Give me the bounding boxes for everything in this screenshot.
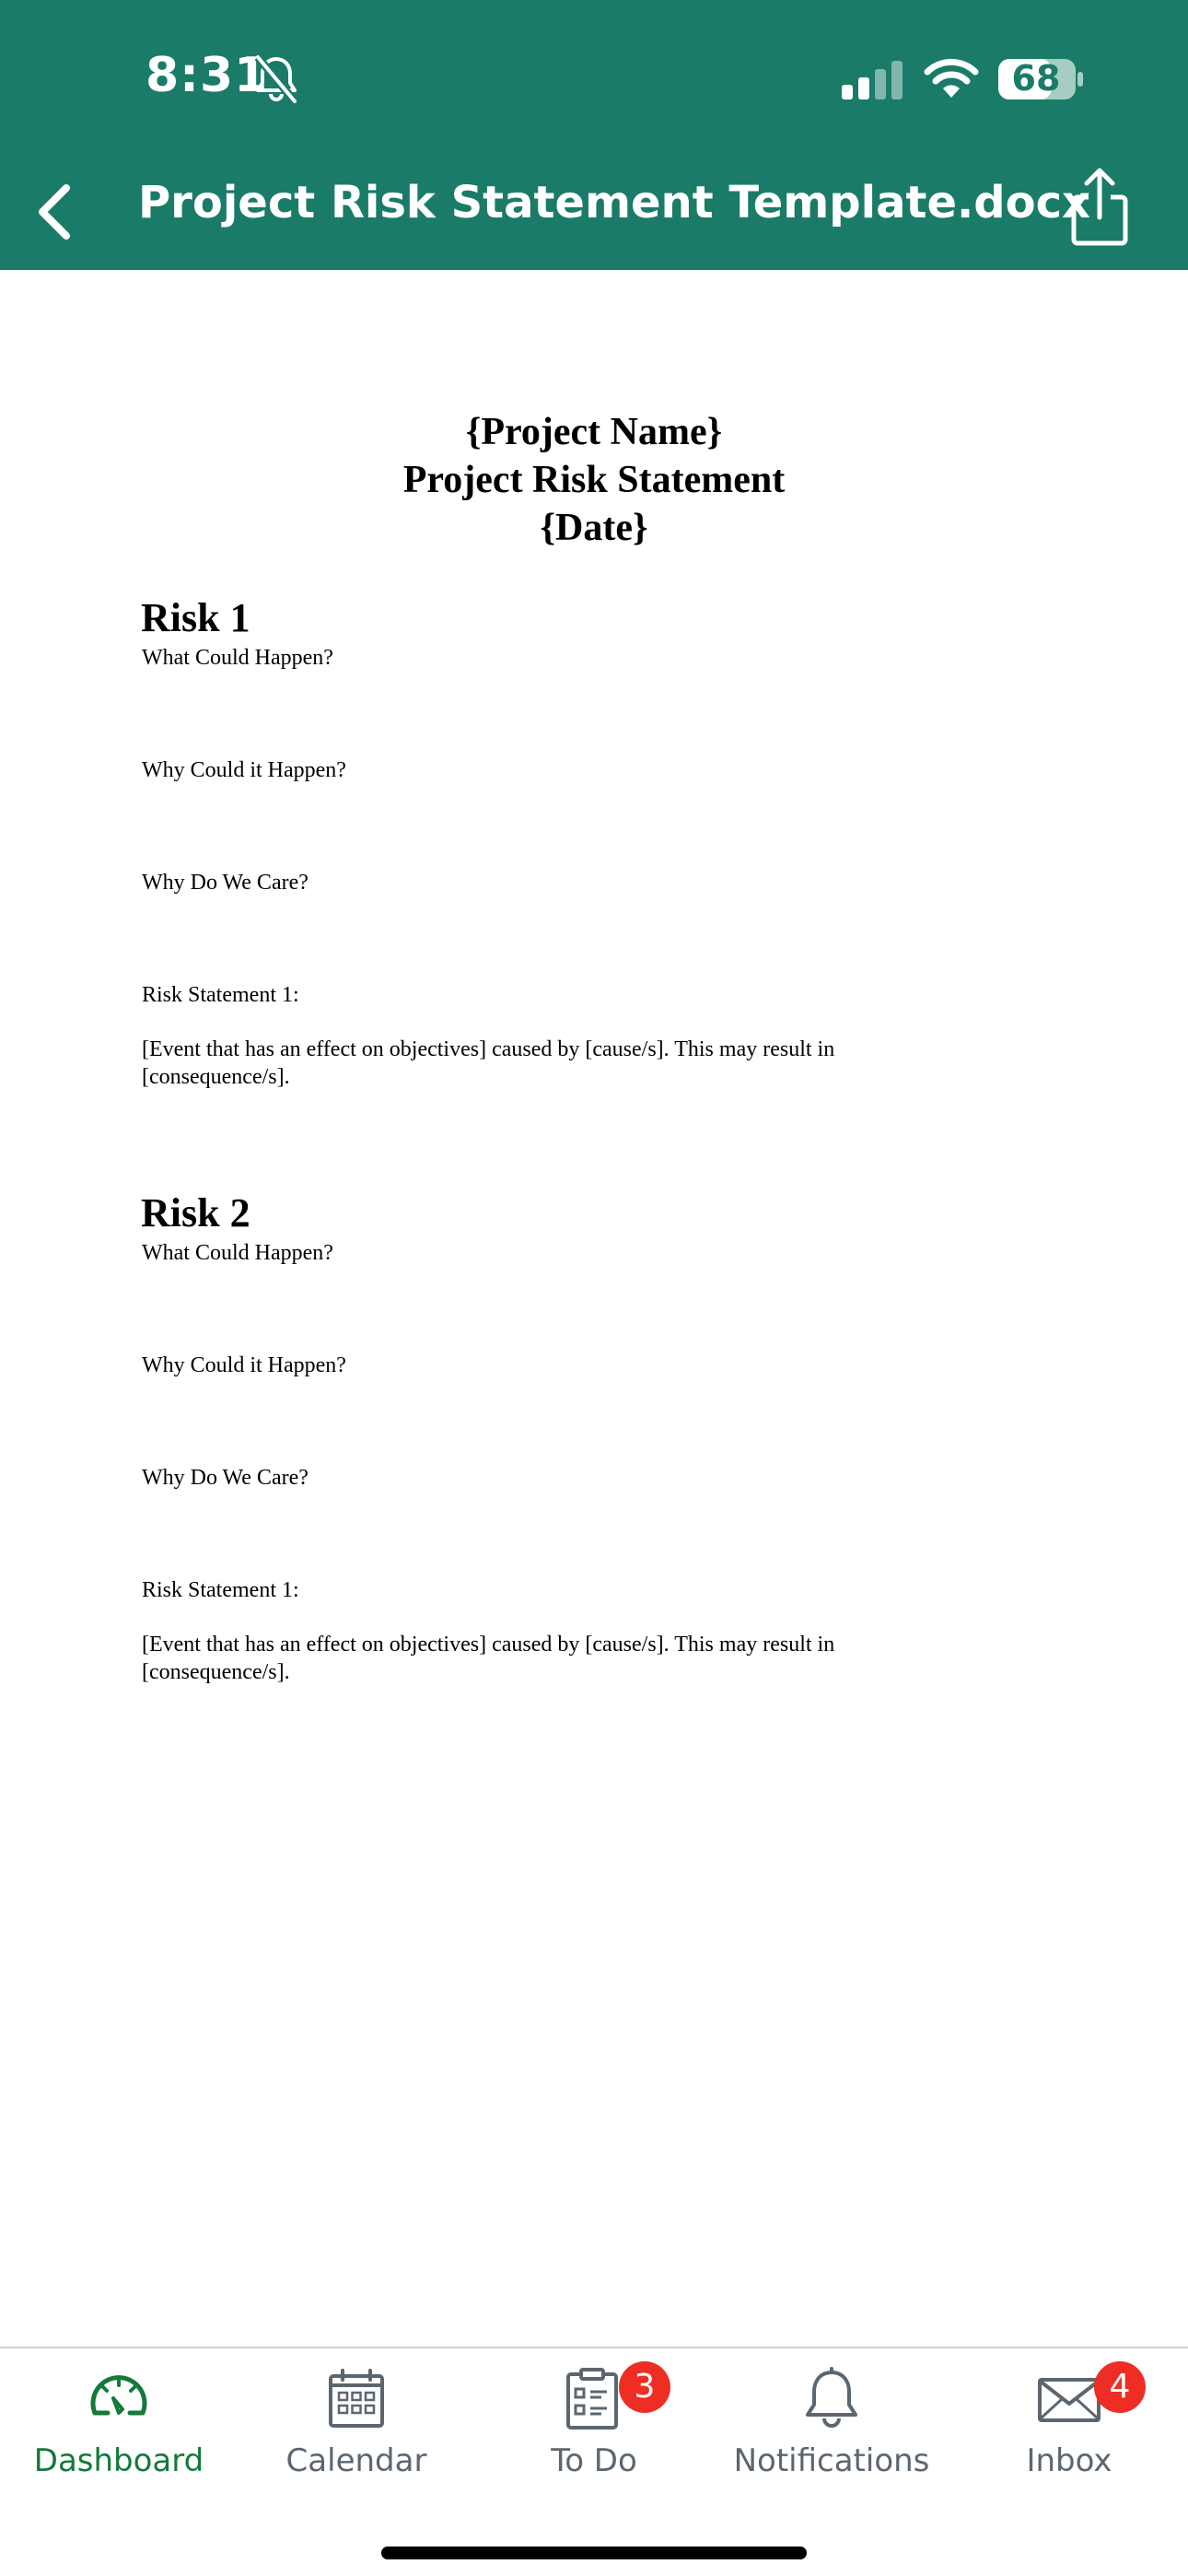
risk-2-question-care: Why Do We Care? xyxy=(142,1466,309,1490)
document-view[interactable] xyxy=(0,270,1188,2347)
risk-2-question-why: Why Could it Happen? xyxy=(142,1353,346,1377)
tab-bar xyxy=(0,2347,1188,2576)
app-header xyxy=(0,0,1188,270)
risk-2-statement-line-2: [consequence/s]. xyxy=(142,1660,290,1684)
bell-icon xyxy=(800,2367,863,2430)
bell-off-icon xyxy=(252,53,300,105)
risk-1-question-what: What Could Happen? xyxy=(142,646,333,670)
tab-inbox[interactable] xyxy=(950,2348,1188,2505)
risk-2-statement-line-1: [Event that has an effect on objectives] caused by [cause/s]. This may result in xyxy=(142,1633,835,1657)
risk-2-heading: Risk 2 xyxy=(141,1190,250,1235)
risk-2-question-what: What Could Happen? xyxy=(142,1241,333,1265)
todo-badge: 3 xyxy=(619,2361,670,2413)
tab-label-dashboard: Dashboard xyxy=(33,2442,204,2479)
tab-label-calendar: Calendar xyxy=(285,2442,427,2479)
share-button[interactable] xyxy=(1065,166,1135,249)
calendar-icon xyxy=(325,2367,388,2430)
status-time: 8:31 xyxy=(146,48,269,103)
back-button[interactable] xyxy=(24,175,83,249)
tab-label-notifications: Notifications xyxy=(733,2442,930,2479)
risk-1-statement-label: Risk Statement 1: xyxy=(142,983,299,1007)
doc-main-title: Project Risk Statement xyxy=(402,459,786,501)
signal-icon xyxy=(840,61,904,100)
risk-1-statement-line-2: [consequence/s]. xyxy=(142,1065,290,1089)
tab-notifications[interactable] xyxy=(713,2348,950,2505)
risk-1-question-why: Why Could it Happen? xyxy=(142,758,346,782)
doc-date: {Date} xyxy=(540,507,648,549)
tab-todo[interactable] xyxy=(475,2348,713,2505)
risk-1-statement-line-1: [Event that has an effect on objectives] caused by [cause/s]. This may result in xyxy=(142,1037,835,1061)
risk-2-statement-label: Risk Statement 1: xyxy=(142,1578,299,1602)
doc-project-name: {Project Name} xyxy=(465,411,723,453)
document-title: Project Risk Statement Template.docx xyxy=(138,177,1090,228)
battery-level: 68 xyxy=(1011,58,1061,99)
tab-label-todo: To Do xyxy=(551,2442,637,2479)
tab-label-inbox: Inbox xyxy=(1026,2442,1112,2479)
wifi-icon xyxy=(923,57,980,100)
home-indicator[interactable] xyxy=(381,2547,807,2559)
inbox-icon xyxy=(1038,2367,1101,2430)
tab-dashboard[interactable] xyxy=(0,2348,238,2505)
dashboard-icon xyxy=(87,2367,150,2430)
tab-calendar[interactable] xyxy=(238,2348,475,2505)
risk-1-question-care: Why Do We Care? xyxy=(142,871,309,895)
inbox-badge: 4 xyxy=(1094,2361,1146,2413)
risk-1-heading: Risk 1 xyxy=(141,595,250,640)
todo-icon xyxy=(563,2367,625,2430)
